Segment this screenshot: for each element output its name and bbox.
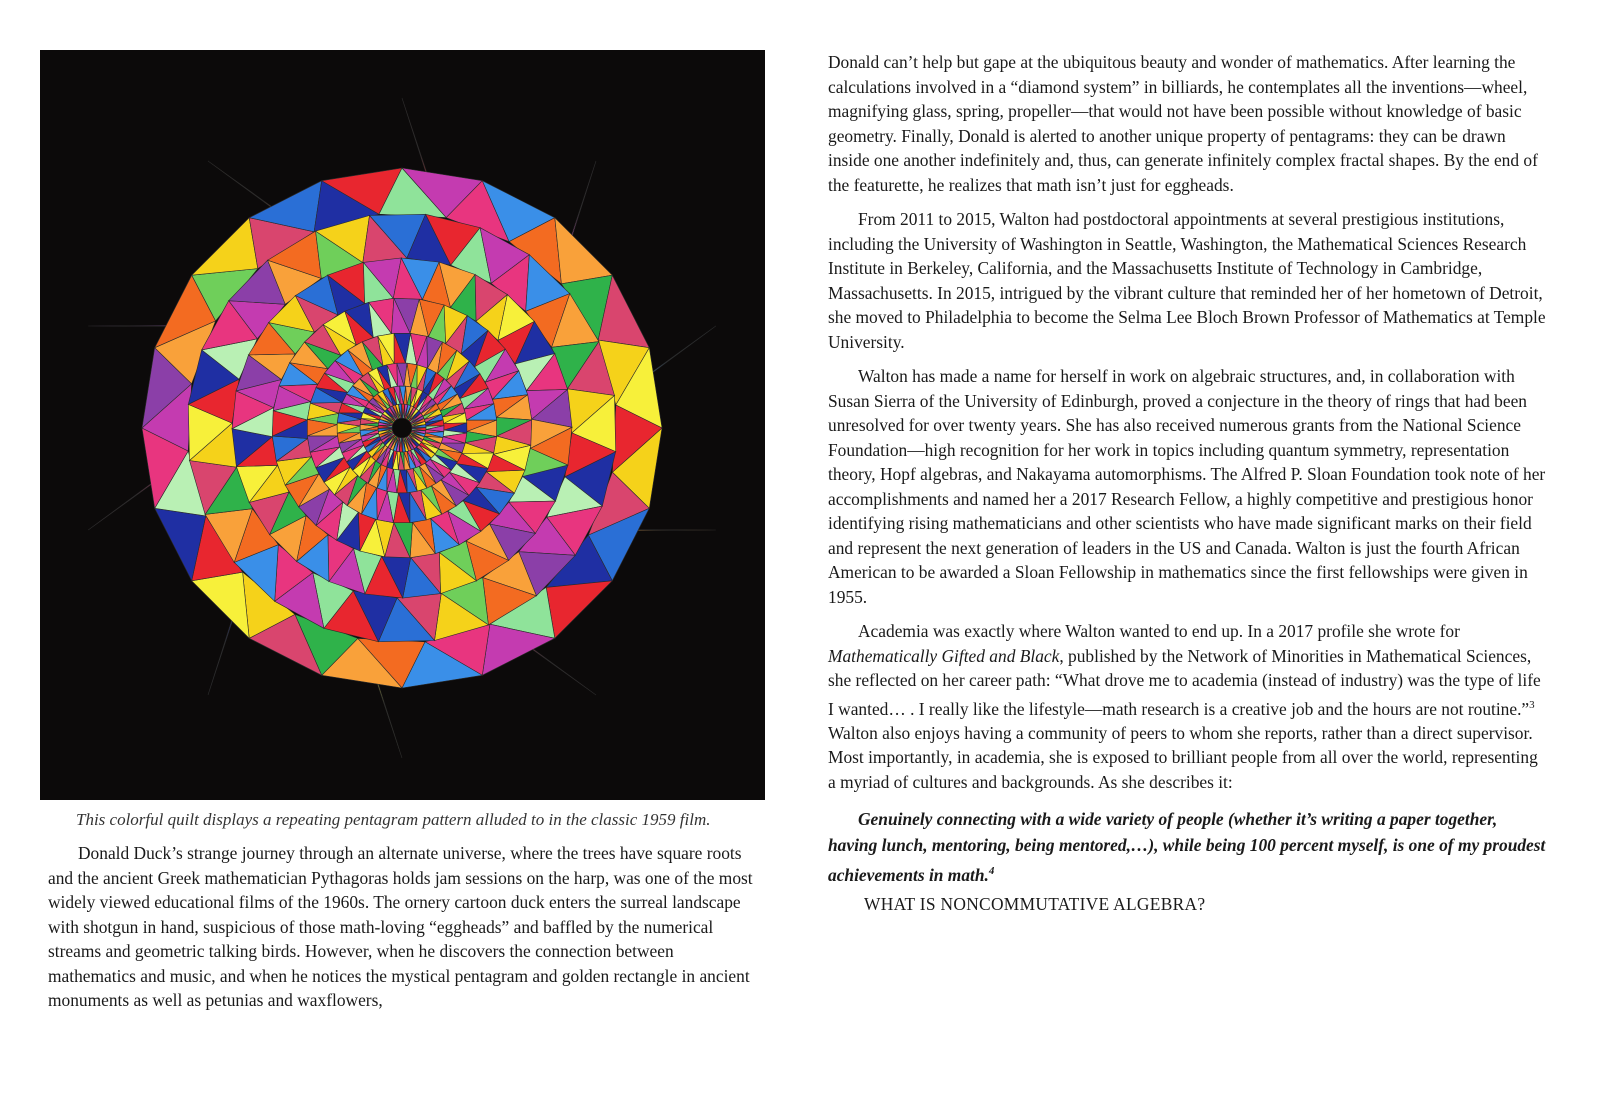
paragraph-postdoc: From 2011 to 2015, Walton had postdoctoral appointments at several prestigious institutions, including the University of Washington in Seattle, Washington, the Mathematical Sciences Research Institute in Berkeley, California, and the Massachusetts Institute of Technology in Cambridge, Massachusetts. In 2015, intrigued by the vibrant culture that reminded her of her hometown of Detroit, she moved to Philadelphia to become the Selma Lee Bloch Brown Professor of Mathematics at Temple University. [828,209,1546,352]
left-paragraph: Donald Duck’s strange journey through an alternate universe, where the trees have square roots and the ancient Greek mathematician Pythagoras holds jam sessions on the harp, was one of the most widely viewed educational films of the 1960s. The ornery cartoon duck enters the surreal landscape with shotgun in hand, suspicious of those math-loving “eggheads” and baffled by the numerical streams and geometric talking birds. However, when he discovers the connection between mathematics and music, and when he notices the mystical pentagram and golden rectangle in ancient monuments as well as petunias and waxflowers, [48,843,753,1010]
academia-text-a: Academia was exactly where Walton wanted to end up. In a 2017 profile she wrote for [858,621,1460,641]
quilt-photo [40,50,765,800]
paragraph-donald-gape: Donald can’t help but gape at the ubiquitous beauty and wonder of mathematics. After learning the calculations involved in a “diamond system” in billiards, he contemplates all the inventions—wheel, magnifying glass, spring, propeller—that would not have been possible without knowledge of basic geometry. Finally, Donald is alerted to another unique property of pentagrams: they can be drawn inside one another indefinitely and, thus, can generate infinitely complex fractal shapes. By the end of the featurette, he realizes that math isn’t just for eggheads. [828,52,1538,195]
quote-text: Genuinely connecting with a wide variety of people (whether it’s writing a paper together, having lunch, mentoring, being mentored,…), while being 100 percent myself, is one of my proudest achievements in math. [828,809,1546,886]
publication-title: Mathematically Gifted and Black [828,645,1060,666]
left-column [40,50,765,1013]
photo-caption: This colorful quilt displays a repeating pentagram pattern alluded to in the classic 1959 film. [76,810,711,829]
section-heading: WHAT IS NONCOMMUTATIVE ALGEBRA? [864,894,1206,915]
paragraph-academia [828,619,1548,794]
footnote-4: 4 [988,865,995,878]
right-column [828,50,1548,915]
paragraph-research: Walton has made a name for herself in work on algebraic structures, and, in collaboration with Susan Sierra of the University of Edinburgh, proved a conjecture in the theory of rings that had been unresolved for over twenty years. She has also received numerous grants from the National Science Foundation—high recognition for her work in topics including quantum symmetry, representation theory, Hopf algebras, and Nakayama automorphisms. The Alfred P. Sloan Foundation took note of her accomplishments and named her a 2017 Research Fellow, a highly competitive and prestigious honor identifying rising mathematicians and other scientists who have made significant marks on their field and represent the next generation of leaders in the US and Canada. Walton is just the fourth African American to be awarded a Sloan Fellowship in mathematics since the first fellowships were given in 1955. [828,366,1546,607]
block-quote [828,806,1548,888]
academia-text-b: , published by the Network of Minorities in Mathematical Sciences, she reflected on her career path: “What drove me to academia (instead of industry) was the type of life I wanted… . I really like the lifestyle—math research is a creative job and the hours are not routine.” [828,645,1541,719]
footnote-3: 3 [1529,698,1535,711]
academia-text-c: Walton also enjoys having a community of peers to whom she reports, rather than a direct supervisor. Most importantly, in academia, she is exposed to brilliant people from all over the world, representing a myriad of cultures and backgrounds. As she describes it: [828,722,1538,792]
